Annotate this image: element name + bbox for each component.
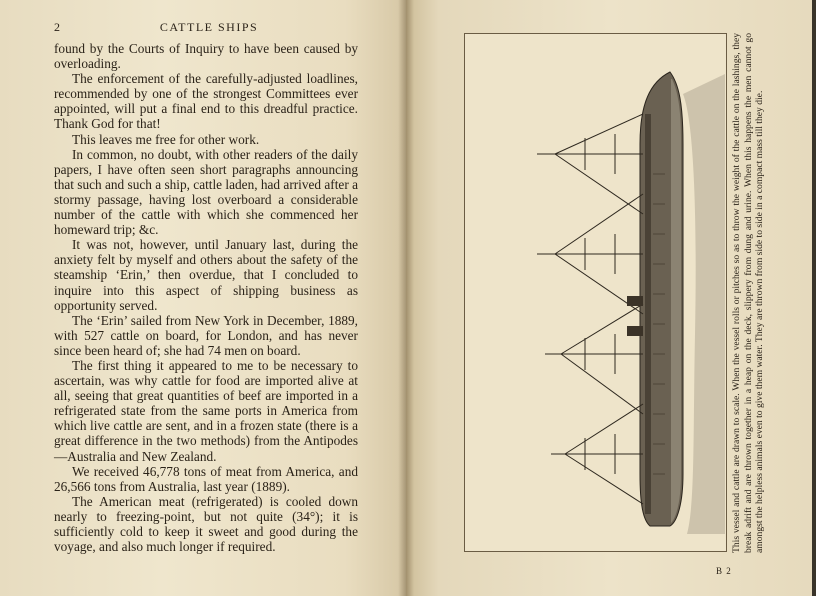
signature-mark: B 2: [716, 566, 732, 576]
paragraph: It was not, however, until January last, during the anxiety felt by myself and others about the safety of the steamship ‘Erin,’ then overdue, that I concluded to inquire into this aspect of shipping business as opportunity served.: [54, 237, 358, 313]
book-edge: [812, 0, 816, 596]
caption-text: This vessel and cattle are drawn to scale. When the vessel rolls or pitches so as to throw the weight of the cattle on the lashings, they break adrift and are thrown together in a heap on the deck, slippery from dung and urine. When this happens the men cannot go amongst the helpless animals even to give them water. They are thrown from side to side in a compact mass till they die.: [731, 33, 766, 553]
paragraph: In common, no doubt, with other readers of the daily papers, I have often seen short paragraphs announcing that such and such a ship, cattle laden, had arrived after a stormy passage, having lost overboard a considerable number of the cattle with which she commenced her homeward trip; &c.: [54, 146, 358, 238]
running-title: CATTLE SHIPS: [159, 20, 259, 34]
gutter: [398, 0, 414, 596]
paragraph: The enforcement of the carefully-adjusted loadlines, recommended by one of the strongest Committees ever appointed, will put a final end to this dreadful practice. Thank God for that!: [54, 71, 358, 132]
paragraph: We received 46,778 tons of meat from America, and 26,566 tons from Australia, last year (1889).: [54, 463, 358, 494]
ship-engraving: [464, 33, 727, 552]
paragraph: The American meat (refrigerated) is cooled down nearly to freezing-point, but not quite (34°); it is sufficiently cold to keep it sweet and good during the voyage, and also much longer if required.: [54, 493, 358, 555]
paragraph: found by the Courts of Inquiry to have been caused by overloading.: [54, 41, 358, 72]
paragraph: This leaves me free for other work.: [72, 131, 260, 147]
paragraph: The ‘Erin’ sailed from New York in December, 1889, with 527 cattle on board, for London, and has never since been heard of; she had 74 men on board.: [54, 312, 358, 358]
deck-rail: [645, 114, 651, 514]
masts: [537, 114, 643, 504]
plate-caption: [727, 33, 787, 553]
left-page: [0, 0, 406, 596]
hull-shading: [671, 79, 681, 523]
body-text: [54, 41, 358, 554]
ship-illustration: [465, 34, 726, 551]
funnel-icon: [627, 326, 643, 336]
funnel-icon: [627, 296, 643, 306]
water: [683, 74, 725, 534]
running-head: [54, 20, 364, 36]
paragraph: The first thing it appeared to me to be necessary to ascertain, was why cattle for food are imported alive at all, seeing that great quantities of beef are imported in a refrigerated state from the same ports in America from which live cattle are sent, and in a frozen state (there is a great difference in the two methods) from the Antipodes—Australia and New Zealand.: [54, 357, 358, 464]
page-number: 2: [54, 20, 62, 34]
